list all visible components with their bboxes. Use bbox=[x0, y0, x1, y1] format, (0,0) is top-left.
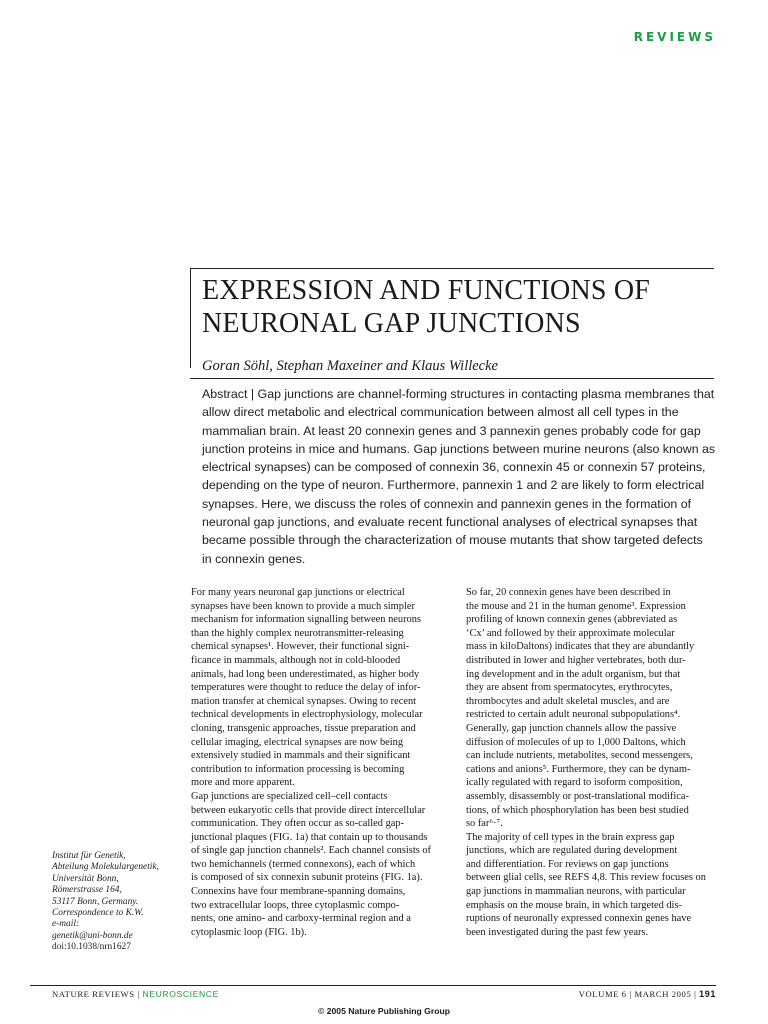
section-label: REVIEWS bbox=[633, 30, 716, 44]
abstract-line: in connexin genes. bbox=[202, 551, 306, 566]
body-text-line: ‘Cx’ and followed by their approximate molecular bbox=[466, 627, 675, 639]
body-text-line: more and more apparent. bbox=[191, 777, 295, 789]
body-text-line: assembly, disassembly or post-translational modifica- bbox=[466, 790, 689, 802]
abstract-line: mammalian brain. At least 20 connexin genes and 3 pannexin genes probably code for gap bbox=[202, 423, 701, 438]
body-text-line: than the highly complex neurotransmitter-releasing bbox=[191, 627, 404, 639]
body-text-line: restricted to certain adult neuronal subpopulations⁴. bbox=[466, 709, 681, 721]
title-side-rule bbox=[190, 268, 191, 368]
body-text-line: junctions, which are regulated during development bbox=[466, 845, 678, 857]
body-text-line: junctional plaques (FIG. 1a) that contain up to thousands bbox=[191, 831, 428, 843]
body-text-line: Generally, gap junction channels allow the passive bbox=[466, 722, 677, 734]
body-text-line: two hemichannels (termed connexons), each of which bbox=[191, 858, 416, 870]
affiliation-line: 53117 Bonn, Germany. bbox=[52, 896, 139, 907]
body-text-line: two extracellular loops, three cytoplasmic compo- bbox=[191, 899, 400, 911]
abstract-line: depending on the type of neuron. Furthermore, pannexin 1 and 2 are likely to form electrical bbox=[202, 478, 705, 493]
title-line: EXPRESSION AND FUNCTIONS OF bbox=[202, 275, 651, 306]
body-text-line: chemical synapses¹. However, their functional signi- bbox=[191, 641, 410, 653]
abstract-line: synapses. Here, we discuss the roles of connexin and pannexin genes in the formation of bbox=[202, 496, 692, 511]
body-text-line: profiling of known connexin genes (abbreviated as bbox=[466, 614, 678, 626]
body-text-line: they are absent from spermatocytes, erythrocytes, bbox=[466, 682, 673, 694]
author-affiliation bbox=[52, 851, 187, 954]
body-text-line: is composed of six connexin subunit proteins (FIG. 1a). bbox=[191, 872, 423, 884]
affiliation-line: Institut für Genetik, bbox=[52, 851, 126, 861]
page-number: 191 bbox=[699, 989, 716, 999]
footer-rule bbox=[30, 985, 716, 986]
volume-info: VOLUME 6 | MARCH 2005 | bbox=[578, 989, 700, 999]
body-text-line: synapses have been known to provide a much simpler bbox=[191, 600, 415, 612]
body-text-line: so far⁶·⁷. bbox=[466, 818, 503, 830]
body-text-line: temperatures were thought to reduce the delay of infor- bbox=[191, 682, 421, 694]
body-text-line: The majority of cell types in the brain express gap bbox=[466, 831, 675, 843]
footer-separator: | bbox=[134, 989, 143, 999]
journal-footer bbox=[52, 989, 219, 999]
title-top-rule bbox=[190, 268, 714, 269]
body-column-right bbox=[466, 586, 716, 939]
affiliation-line: Römerstrasse 164, bbox=[52, 885, 122, 896]
body-text-line: ically regulated with regard to isoform composition, bbox=[466, 777, 683, 789]
body-text-line: animals, had long been underestimated, as higher body bbox=[191, 668, 420, 680]
body-text-line: communication. They often occur as so-called gap- bbox=[191, 818, 405, 830]
body-text-line: and differentiation. For reviews on gap junctions bbox=[466, 858, 669, 870]
body-text-line: between glial cells, see REFS 4,8. This review focuses on bbox=[466, 872, 706, 884]
title-line: NEURONAL GAP JUNCTIONS bbox=[202, 308, 581, 339]
body-text-line: contribution to information processing is becoming bbox=[191, 763, 405, 775]
email-link[interactable]: genetik@uni-bonn.de bbox=[52, 930, 133, 941]
author-list: Goran Söhl, Stephan Maxeiner and Klaus Willecke bbox=[202, 358, 498, 374]
body-text-line: Gap junctions are specialized cell–cell contacts bbox=[191, 790, 388, 802]
body-text-line: tions, of which phosphorylation has been best studied bbox=[466, 804, 689, 816]
author-rule bbox=[190, 378, 714, 379]
abstract-line: junction proteins in mice and humans. Gap junctions between murine neurons (also known as bbox=[202, 441, 716, 456]
body-text-line: cellular imaging, electrical synapses are now being bbox=[191, 736, 404, 748]
abstract bbox=[202, 385, 716, 568]
body-text-line: ficance in mammals, although not in cold-blooded bbox=[191, 654, 401, 666]
body-text-line: For many years neuronal gap junctions or electrical bbox=[191, 587, 405, 598]
abstract-line: allow direct metabolic and electrical communication between almost all cell types in the bbox=[202, 405, 679, 420]
body-text-line: technical developments in electrophysiology, molecular bbox=[191, 709, 423, 721]
affiliation-line: Abteilung Molekulargenetik, bbox=[52, 862, 159, 873]
body-text-line: distributed in lower and higher vertebrates, both dur- bbox=[466, 654, 686, 666]
journal-subtitle: NEUROSCIENCE bbox=[142, 989, 219, 999]
body-text-line: cations and anions⁵. Furthermore, they can be dynam- bbox=[466, 763, 691, 775]
issue-footer bbox=[579, 989, 716, 999]
body-text-line: emphasis on the mouse brain, in which targeted dis- bbox=[466, 899, 682, 911]
body-text-line: cytoplasmic loop (FIG. 1b). bbox=[191, 926, 307, 938]
affiliation-line: Universität Bonn, bbox=[52, 873, 119, 884]
body-text-line: between eukaryotic cells that provide direct intercellular bbox=[191, 804, 426, 816]
body-text-line: mass in kiloDaltons) indicates that they are abundantly bbox=[466, 641, 695, 653]
body-text-line: can include nutrients, metabolites, second messengers, bbox=[466, 750, 693, 762]
body-text-line: cloning, transgenic approaches, tissue preparation and bbox=[191, 722, 416, 734]
copyright-notice: © 2005 Nature Publishing Group bbox=[318, 1006, 450, 1016]
doi[interactable]: doi:10.1038/nrn1627 bbox=[52, 942, 131, 953]
body-text-line: gap junctions in mammalian neurons, with particular bbox=[466, 886, 686, 898]
abstract-line: became possible through the characterization of mouse mutants that show targeted defects bbox=[202, 533, 703, 548]
body-column-left bbox=[191, 586, 446, 939]
body-text-line: been investigated during the past few years. bbox=[466, 926, 649, 938]
abstract-line: electrical synapses) can be composed of connexin 36, connexin 45 or connexin 57 proteins, bbox=[202, 460, 706, 475]
body-text-line: mechanism for information signalling between neurons bbox=[191, 614, 421, 626]
abstract-line: Abstract | Gap junctions are channel-forming structures in contacting plasma membranes that bbox=[202, 387, 715, 401]
body-text-line: the mouse and 21 in the human genome³. Expression bbox=[466, 600, 686, 612]
body-text-line: ruptions of neuronally expressed connexin genes have bbox=[466, 913, 692, 925]
body-text-line: mation transfer at chemical synapses. Owing to recent bbox=[191, 695, 417, 707]
journal-name: NATURE REVIEWS bbox=[52, 989, 135, 999]
body-text-line: diffusion of molecules of up to 1,000 Daltons, which bbox=[466, 736, 686, 748]
body-text-line: nents, one amino- and carboxy-terminal region and a bbox=[191, 913, 411, 925]
body-text-line: Connexins have four membrane-spanning domains, bbox=[191, 886, 406, 898]
body-text-line: extensively studied in mammals and their significant bbox=[191, 750, 411, 762]
abstract-line: neuronal gap junctions, and evaluate recent functional analyses of electrical synapses that bbox=[202, 515, 698, 530]
body-text-line: thrombocytes and adult skeletal muscles, and are bbox=[466, 695, 670, 707]
affiliation-line: e-mail: bbox=[52, 919, 80, 930]
body-text-line: ing development and in the adult organism, but that bbox=[466, 668, 681, 680]
body-text-line: of single gap junction channels². Each channel consists of bbox=[191, 845, 432, 857]
affiliation-line: Correspondence to K.W. bbox=[52, 908, 144, 919]
body-text-line: So far, 20 connexin genes have been described in bbox=[466, 587, 671, 598]
article-title bbox=[202, 274, 722, 340]
